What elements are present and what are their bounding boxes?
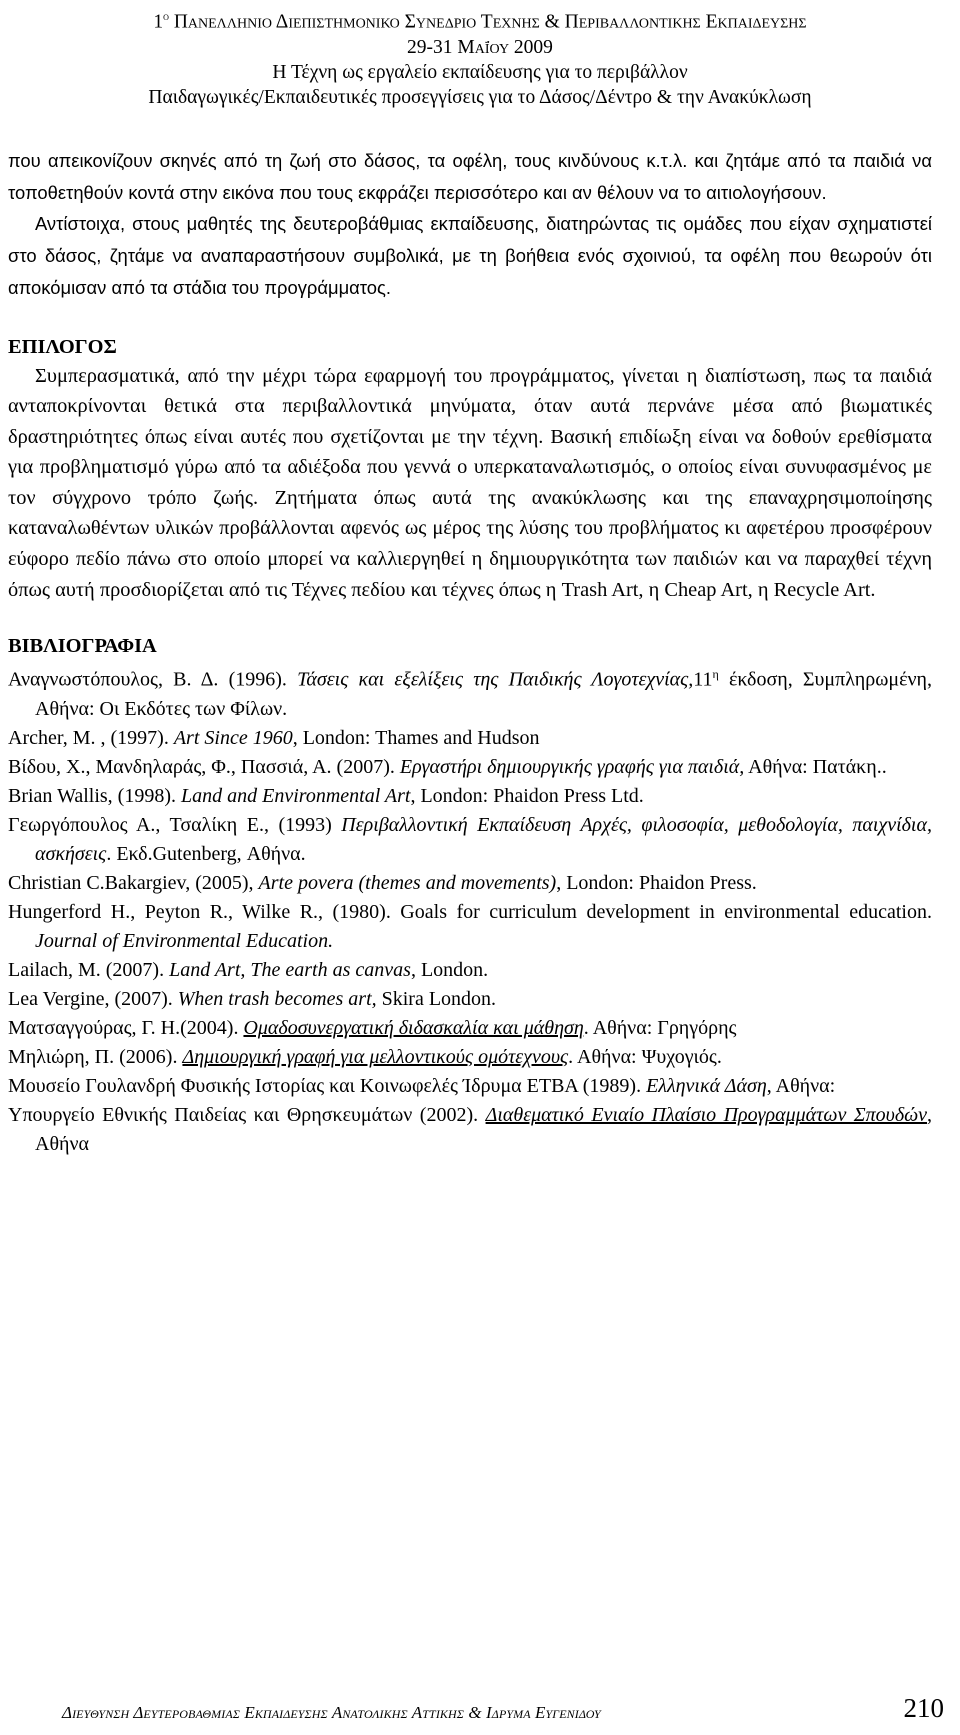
entry-publisher: . Αθήνα: Γρηγόρης [583,1016,737,1039]
header-dates: 29-31 Μαΐου 2009 [407,36,553,58]
entry-title: Τάσεις και εξελίξεις της Παιδικής Λογοτεχνίας, [297,668,694,691]
bibliography-entry [8,782,932,811]
entry-author-year: Γεωργόπουλος Α., Τσαλίκη Ε., (1993) [8,813,342,836]
entry-title-underlined [182,1046,568,1068]
entry-author-year: Βίδου, Χ., Μανδηλαράς, Φ., Πασσιά, Α. (2007). [8,755,400,778]
main-content [8,145,932,1159]
entry-author-year: Υπουργείο Εθνικής Παιδείας και Θρησκευμάτων (2002). [8,1103,486,1126]
entry-title: When trash becomes art, [177,987,377,1010]
bibliography-entry [8,660,932,724]
bibliography-entry [8,1043,932,1072]
entry-publisher: Skira London. [376,987,497,1010]
bibliography-entry [8,985,932,1014]
entry-title: Ελληνικά Δάση [646,1074,767,1097]
bibliography-entry [8,1014,932,1043]
entry-title: Arte povera (themes and movements) [258,871,557,894]
bibliography-entry [8,898,932,956]
bibliography-heading: ΒΙΒΛΙΟΓΡΑΦΙΑ [8,635,157,658]
entry-author-year: Ματσαγγούρας, Γ. Η.(2004). [8,1016,244,1039]
entry-author-year: Lea Vergine, (2007). [8,987,178,1010]
header-conference-title [0,4,960,35]
entry-publisher: . Εκδ.Gutenberg, Αθήνα. [106,842,306,865]
bibliography-entry [8,724,932,753]
intro-paragraph-1: που απεικονίζουν σκηνές από τη ζωή στο δάσος, τα οφέλη, τους κινδύνους κ.τ.λ. και ζητάμε από τα παιδιά να τοποθετηθούν κοντά στην εικόνα που τους εκφράζει περισσότερο και αν θέλουν να το αιτιολογήσουν. [8,150,932,203]
header-theme: Η Τέχνη ως εργαλείο εκπαίδευσης για το περιβάλλον [272,61,688,83]
epilogue-heading: ΕΠΙΛΟΓΟΣ [8,335,117,358]
entry-publisher: , London. [410,958,489,981]
entry-publisher: , London: Phaidon Press Ltd. [410,784,644,807]
entry-title: Journal of Environmental Education. [35,929,334,952]
epilogue-paragraph: Συμπερασματικά, από την μέχρι τώρα εφαρμογή του προγράμματος, γίνεται η διαπίστωση, πως τα παιδιά ανταποκρίνονται θετικά στα περιβαλλοντικά μηνύματα, όταν αυτά περνάνε μέσα από βιωματικές δραστηριότητες όπως είναι αυτές που σχετίζονται με την τέχνη. Βασική επιδίωξη είναι να δοθούν ερεθίσματα για προβληματισμό γύρω από τα αδιέξοδα που γεννά ο υπερκαταναλωτισμός, ο οποίος είναι συνυφασμένος με τον σύγχρονο τρόπο ζωής. Ζητήματα όπως αυτά της ανακύκλωσης και της επαναχρησιμοποίησης καταναλωθέντων υλικών προβάλλονται αφενός ως μέρος της λύσης του προβλήματος κι αφετέρου προσφέρουν εύφορο πεδίο πάνω στο οποίο μπορεί να καλλιεργηθεί η δημιουργικότητα των παιδιών και να παραχθεί τέχνη όπως αυτή προσδιορίζεται από τις Τέχνες πεδίου και τέχνες όπως η Trash Art, η Cheap Art, η Recycle Art. [8,364,932,601]
header-title-text: Πανελληνιο Διεπιστημονικο Συνεδριο Τεχνης & Περιβαλλοντικης Εκπαιδευσης [173,11,807,33]
entry-author-year: Archer, M. , (1997). [8,726,174,749]
entry-author-year: Μουσείο Γουλανδρή Φυσικής Ιστορίας και Κοινωφελές Ίδρυμα ΕΤΒΑ (1989). [8,1074,647,1097]
entry-title: Land Art, The earth as canvas [169,958,411,981]
entry-title-underlined [243,1017,583,1039]
entry-publisher: , Αθήνα: [766,1074,836,1097]
bibliography-entry [8,869,932,898]
footer-organization: Διευθυνση Δευτεροβαθμιας Εκπαιδευσης Ανατολικης Αττικης & Ιδρυμα Ευγενιδου [62,1703,601,1722]
page-number: 210 [903,1693,944,1723]
header-edition-number: 1 [153,11,164,33]
bibliography-list [8,660,932,1159]
entry-author-year: Lailach, M. (2007). [8,958,170,981]
entry-publisher: . Αθήνα: Ψυχογιός. [568,1045,722,1068]
entry-title: Δημιουργική γραφή για μελλοντικούς ομότεχνους [182,1045,569,1068]
header-edition-suffix: ο [163,9,169,23]
entry-publisher: Αθήνα: Πατάκη.. [744,755,887,778]
entry-title: Περιβαλλοντική Εκπαίδευση Αρχές, φιλοσοφία, μεθοδολογία, παιχνίδια, ασκήσεις [35,813,932,865]
entry-author-year: Christian C.Bakargiev, (2005), [8,871,259,894]
conference-header [0,4,960,110]
entry-superscript: η [712,667,719,682]
entry-publisher: , London: Phaidon Press. [556,871,757,894]
entry-author-year: Hungerford H., Peyton R., Wilke R., (1980). Goals for curriculum development in environmental education. [8,900,932,923]
entry-publisher: , London: Thames and Hudson [292,726,540,749]
bibliography-entry [8,1072,932,1101]
entry-title: Art Since 1960 [173,726,293,749]
entry-edition: 11 [693,668,713,691]
bibliography-entry [8,1101,932,1159]
entry-publisher: , Αθήνα [35,1103,932,1155]
intro-paragraph-2: Αντίστοιχα, στους μαθητές της δευτεροβάθμιας εκπαίδευσης, διατηρώντας τις ομάδες που είχαν σχηματιστεί στο δάσος, ζητάμε να αναπαραστήσουν συμβολικά, με τη βοήθεια ενός σχοινιού, τα οφέλη που θεωρούν ότι αποκόμισαν από τα στάδια του προγράμματος. [8,213,932,298]
page-footer [62,1689,944,1729]
entry-title: Land and Environmental Art [181,784,411,807]
header-subtheme: Παιδαγωγικές/Εκπαιδευτικές προσεγγίσεις για το Δάσος/Δέντρο & την Ανακύκλωση [148,86,812,108]
bibliography-entry [8,956,932,985]
entry-author-year: Αναγνωστόπουλος, Β. Δ. (1996). [8,668,298,691]
entry-author-year: Μηλιώρη, Π. (2006). [8,1045,183,1068]
entry-title-underlined [486,1104,927,1126]
entry-title: Διαθεματικό Ενιαίο Πλαίσιο Προγραμμάτων Σπουδών [485,1103,927,1126]
entry-title: Εργαστήρι δημιουργικής γραφής για παιδιά, [399,755,745,778]
entry-title: Ομαδοσυνεργατική διδασκαλία και μάθηση [243,1016,584,1039]
entry-author-year: Brian Wallis, (1998). [8,784,181,807]
entry-publisher: έκδοση, Συμπληρωμένη, Αθήνα: Οι Εκδότες των Φίλων. [35,668,932,720]
bibliography-entry [8,753,932,782]
bibliography-entry [8,811,932,869]
